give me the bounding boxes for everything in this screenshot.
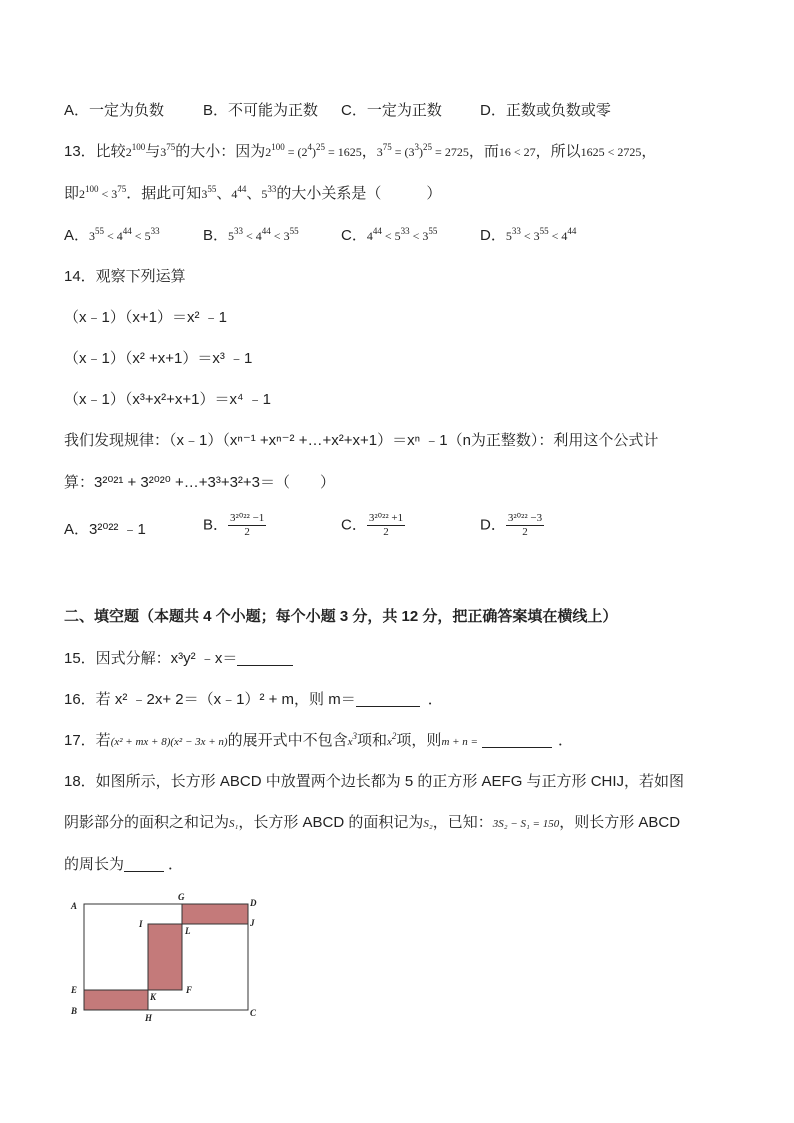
q12-option-b: B．不可能为正数: [203, 102, 319, 119]
label-b: B: [71, 1006, 78, 1016]
label-c: C: [250, 1008, 257, 1018]
q14-option-c: C． $\frac{\text{3²⁰²² +1}}{2}$: [341, 512, 404, 538]
q14-option-a: A．3²⁰²² ﹣1: [64, 521, 146, 538]
q12-option-d: D．正数或负数或零: [480, 102, 611, 119]
label-j: J: [250, 918, 255, 928]
q14-rule: 我们发现规律：（x﹣1）（xⁿ⁻¹ +xⁿ⁻² +…+x²+x+1）＝xⁿ ﹣1（n为正整数）：利用这个公式计: [64, 432, 659, 449]
q13-option-c: C．$4^{44} < 5^{33} < 3^{55}$: [341, 226, 438, 244]
q17: 17．若(x² + mx + 8)(x² − 3x + n)的展开式中不包含$x^3$项和$x^2$项，则m + n = ．: [64, 731, 573, 749]
q14-option-b: B． $\frac{\text{3²⁰²² −1}}{2}$: [203, 512, 265, 538]
label-i: I: [139, 919, 143, 929]
q14-eq1: （x﹣1）（x+1）＝x² ﹣1: [64, 309, 227, 326]
q13-option-d: D．$5^{33} < 3^{55} < 4^{44}$: [480, 226, 577, 244]
q14-option-d: D． $\frac{\text{3²⁰²² −3}}{2}$: [480, 512, 543, 538]
q18-answer-blank[interactable]: [124, 857, 164, 872]
q17-answer-blank[interactable]: [482, 733, 552, 748]
shaded-region-bottom: [84, 990, 148, 1010]
q18-line2: 阴影部分的面积之和记为S₁，长方形 ABCD 的面积记为S₂，已知：3S₂ − S₁ = 150，则长方形 ABCD: [64, 814, 681, 831]
label-k: K: [150, 992, 157, 1002]
q14-calc: 算：3²⁰²¹ + 3²⁰²⁰ +…+3³+3²+3＝（ ）: [64, 474, 336, 491]
q13-line1: 13．比较$2^{100}$与$3^{75}$的大小：因为$2^{100} = (2^4)^{25} = 1625$，$3^{75} = (3^3)^{25} = 2725$，而16 < 27，所以1625 < 2725，: [64, 142, 657, 160]
q13-line2: 即$2^{100} < 3^{75}$．据此可知$3^{55}$、$4^{44}$、$5^{33}$的大小关系是（ ）: [64, 184, 442, 202]
label-g: G: [178, 892, 185, 902]
rectangle-figure: [62, 890, 272, 1025]
q16: 16．若 x² ﹣2x+ 2＝（x﹣1）² + m，则 m＝ ．: [64, 691, 443, 708]
q13-option-a: A．$3^{55} < 4^{44} < 5^{33}$: [64, 226, 160, 244]
q14-eq3: （x﹣1）（x³+x²+x+1）＝x⁴ ﹣1: [64, 391, 271, 408]
q14-title: 14．观察下列运算: [64, 268, 186, 285]
q18-line1: 18．如图所示，长方形 ABCD 中放置两个边长都为 5 的正方形 AEFG 与正方形 CHIJ，若如图: [64, 773, 685, 790]
label-h: H: [145, 1013, 153, 1023]
shaded-region-middle: [148, 924, 182, 990]
label-d: D: [250, 898, 257, 908]
q15: 15．因式分解：x³y² ﹣x＝: [64, 649, 293, 669]
label-f: F: [186, 985, 193, 995]
q12-option-c: C．一定为正数: [341, 102, 442, 119]
section-heading: 二、填空题（本题共 4 个小题；每个小题 3 分，共 12 分，把正确答案填在横线上）: [64, 608, 618, 625]
label-a: A: [71, 901, 78, 911]
shaded-region-top: [182, 904, 248, 924]
label-e: E: [71, 985, 78, 995]
q16-answer-blank[interactable]: [356, 692, 420, 707]
q13-option-b: B．$5^{33} < 4^{44} < 3^{55}$: [203, 226, 299, 244]
q15-answer-blank[interactable]: [237, 651, 293, 666]
q12-option-a: A．一定为负数: [64, 102, 165, 119]
label-l: L: [185, 926, 191, 936]
q18-line3: 的周长为 ．: [64, 856, 184, 873]
q14-eq2: （x﹣1）（x² +x+1）＝x³ ﹣1: [64, 350, 253, 367]
